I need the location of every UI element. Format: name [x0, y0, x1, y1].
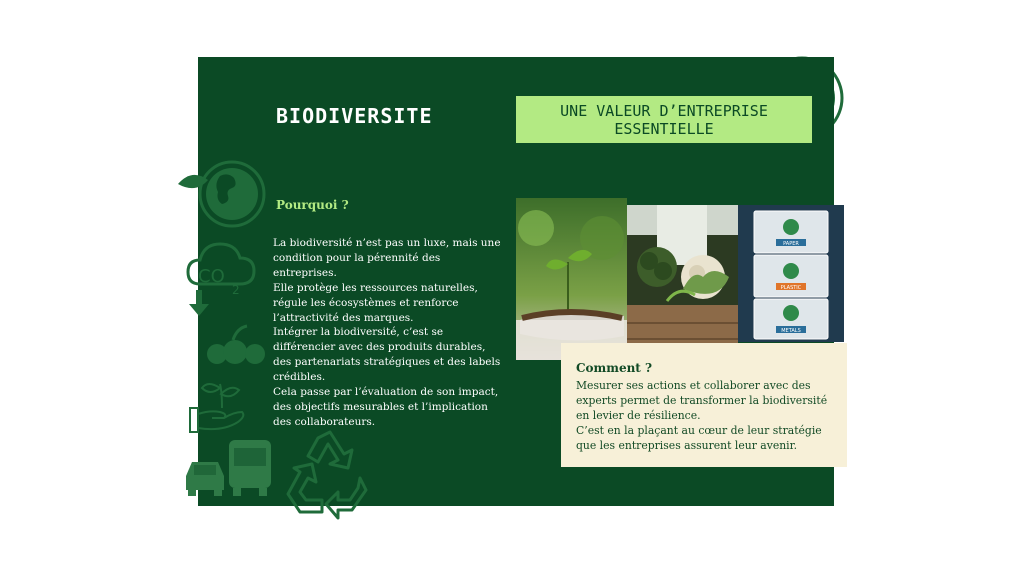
- svg-text:CO: CO: [198, 266, 225, 287]
- page-title: BIODIVERSITE: [276, 104, 433, 128]
- bus-icon: [225, 438, 275, 498]
- vegetables-photo: [627, 205, 738, 360]
- globe-leaf-icon: [176, 158, 272, 230]
- pourquoi-paragraph: Intégrer la biodiversité, c’est se différencier avec des produits durables, des partenariats stratégiques et des labels crédibles.: [273, 326, 501, 384]
- comment-heading: Comment ?: [576, 361, 653, 375]
- recycling-bins-photo: [738, 205, 844, 342]
- pourquoi-body: [273, 236, 501, 430]
- recycle-icon: [284, 428, 376, 520]
- car-icon: [182, 456, 228, 498]
- svg-text:2: 2: [232, 283, 240, 297]
- seedling-photo: [516, 198, 627, 360]
- bin-label: PLASTIC: [780, 285, 802, 291]
- fruits-vegetables-icon: [203, 322, 273, 372]
- co2-cloud-icon: [186, 238, 260, 322]
- tagline-box: [516, 96, 812, 143]
- tagline-line-1: UNE VALEUR D’ENTREPRISE: [560, 101, 768, 120]
- bin-label: METALS: [781, 328, 801, 334]
- pourquoi-paragraph: Cela passe par l’évaluation de son impact, des objectifs mesurables et l’implication des collaborateurs.: [273, 386, 499, 428]
- hand-plant-icon: [186, 374, 248, 436]
- comment-paragraph: C’est en la plaçant au cœur de leur stratégie que les entreprises assurent leur avenir.: [576, 424, 822, 452]
- bin-label: PAPER: [783, 241, 799, 247]
- comment-paragraph: Mesurer ses actions et collaborer avec des experts permet de transformer la biodiversité en levier de résilience.: [576, 379, 828, 422]
- pourquoi-heading: Pourquoi ?: [276, 198, 349, 212]
- tagline-line-2: ESSENTIELLE: [614, 119, 714, 138]
- pourquoi-paragraph: La biodiversité n’est pas un luxe, mais une condition pour la pérennité des entreprises.: [273, 237, 501, 279]
- comment-box: [561, 343, 847, 467]
- pourquoi-paragraph: Elle protège les ressources naturelles, régule les écosystèmes et renforce l’attractivité des marques.: [273, 281, 478, 324]
